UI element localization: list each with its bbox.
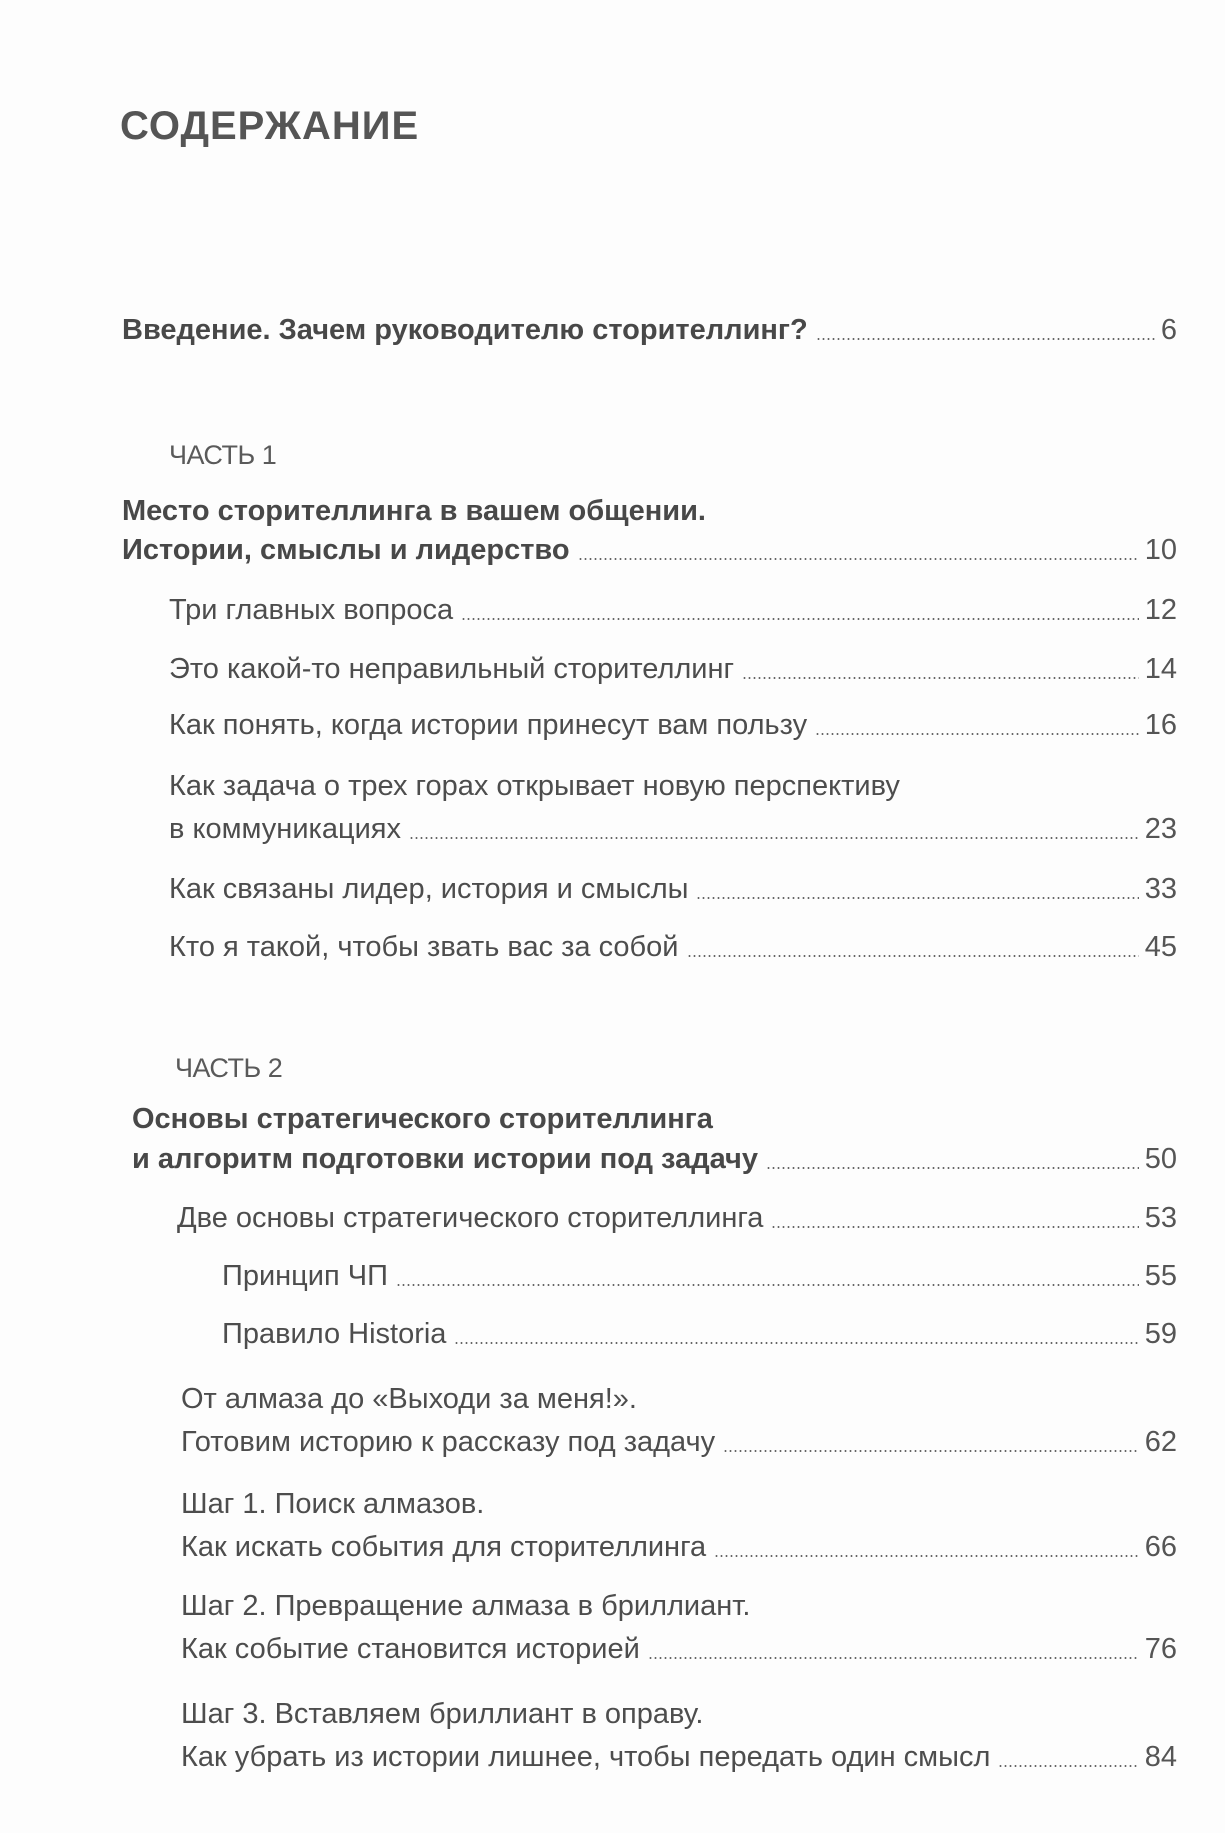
toc-entry[interactable]: [169, 929, 1177, 965]
toc-page-number: 50: [1144, 1143, 1177, 1175]
toc-entry-text: От алмаза до «Выходи за меня!».: [181, 1383, 637, 1415]
page-title: СОДЕРЖАНИЕ: [120, 104, 420, 148]
dot-leader: [742, 677, 1139, 679]
dot-leader: [815, 733, 1139, 735]
toc-page-number: 14: [1144, 653, 1177, 685]
toc-page-number: 66: [1144, 1531, 1177, 1563]
part-heading-line: [132, 1101, 713, 1137]
toc-entry-text: Шаг 3. Вставляем бриллиант в оправу.: [181, 1698, 704, 1730]
toc-page-number: 12: [1144, 594, 1177, 626]
dot-leader: [687, 955, 1139, 957]
toc-entry-line1: [181, 1486, 484, 1522]
toc-page-number: 55: [1144, 1260, 1177, 1292]
toc-entry-text: Шаг 1. Поиск алмазов.: [181, 1488, 485, 1520]
part-label: ЧАСТЬ 1: [169, 440, 277, 470]
toc-entry-text: Шаг 2. Превращение алмаза в бриллиант.: [181, 1590, 751, 1622]
dot-leader: [396, 1284, 1139, 1286]
toc-entry-text: Как убрать из истории лишнее, чтобы передать один смысл: [181, 1741, 991, 1773]
toc-entry[interactable]: [169, 871, 1177, 907]
toc-entry[interactable]: [222, 1258, 1177, 1294]
dot-leader: [696, 897, 1138, 899]
toc-entry-line1: [181, 1696, 703, 1732]
toc-entry[interactable]: [181, 1424, 1177, 1460]
toc-page-number: 59: [1144, 1318, 1177, 1350]
toc-entry[interactable]: [169, 592, 1177, 628]
toc-page-number: 45: [1144, 931, 1177, 963]
toc-entry-text: Как задача о трех горах открывает новую перспективу: [169, 770, 900, 802]
dot-leader: [648, 1657, 1139, 1659]
toc-entry-text: Это какой-то неправильный сторителлинг: [169, 653, 735, 685]
dot-leader: [771, 1226, 1138, 1228]
toc-entry[interactable]: [169, 707, 1177, 743]
toc-entry[interactable]: [181, 1529, 1177, 1565]
toc-page-number: 62: [1144, 1426, 1177, 1458]
dot-leader: [766, 1167, 1139, 1169]
toc-entry-line1: [169, 768, 900, 804]
toc-page-number: 23: [1144, 813, 1177, 845]
dot-leader: [578, 558, 1139, 560]
toc-entry-text: Готовим историю к рассказу под задачу: [181, 1426, 716, 1458]
dot-leader: [998, 1765, 1138, 1767]
toc-page-number: 84: [1144, 1741, 1177, 1773]
toc-entry-intro[interactable]: [122, 312, 1177, 348]
toc-entry[interactable]: [222, 1316, 1177, 1352]
toc-entry[interactable]: [181, 1631, 1177, 1667]
toc-entry[interactable]: [169, 651, 1177, 687]
toc-entry-text: Как событие становится историей: [181, 1633, 640, 1665]
toc-page-number: 53: [1144, 1202, 1177, 1234]
part-heading-line: [122, 493, 706, 529]
toc-entry[interactable]: [169, 811, 1177, 847]
toc-entry-text: Принцип ЧП: [222, 1260, 388, 1292]
dot-leader: [461, 618, 1139, 620]
toc-entry-line1: [181, 1588, 750, 1624]
toc-entry-text: Истории, смыслы и лидерство: [122, 534, 570, 566]
part-heading-text: Место сторителлинга в вашем общении.: [122, 495, 706, 527]
toc-entry-part2[interactable]: [132, 1141, 1177, 1177]
toc-entry-text: в коммуникациях: [169, 813, 401, 845]
toc-page-number: 76: [1144, 1633, 1177, 1665]
toc-entry-text: Как понять, когда истории принесут вам пользу: [169, 709, 808, 741]
dot-leader: [723, 1450, 1139, 1452]
part-heading-text: Основы стратегического сторителлинга: [132, 1103, 713, 1135]
toc-entry[interactable]: [177, 1200, 1177, 1236]
toc-page-number: 10: [1144, 534, 1177, 566]
toc-page-number: 16: [1144, 709, 1177, 741]
toc-entry-text: Как искать события для сторителлинга: [181, 1531, 707, 1563]
toc-entry-text: Две основы стратегического сторителлинга: [177, 1202, 764, 1234]
dot-leader: [409, 837, 1139, 839]
toc-entry-text: Кто я такой, чтобы звать вас за собой: [169, 931, 679, 963]
toc-entry[interactable]: [181, 1739, 1177, 1775]
toc-entry-text: Введение. Зачем руководителю сторителлинг?: [122, 314, 808, 346]
part-label: ЧАСТЬ 2: [175, 1053, 283, 1083]
dot-leader: [714, 1555, 1139, 1557]
toc-entry-line1: [181, 1381, 637, 1417]
dot-leader: [454, 1342, 1138, 1344]
toc-page-number: 6: [1160, 314, 1177, 346]
toc-entry-text: Как связаны лидер, история и смыслы: [169, 873, 689, 905]
dot-leader: [816, 338, 1155, 340]
toc-entry-text: Три главных вопроса: [169, 594, 454, 626]
toc-page-number: 33: [1144, 873, 1177, 905]
toc-entry-part1[interactable]: [122, 532, 1177, 568]
toc-entry-text: Правило Historia: [222, 1318, 447, 1350]
toc-entry-text: и алгоритм подготовки истории под задачу: [132, 1143, 758, 1175]
